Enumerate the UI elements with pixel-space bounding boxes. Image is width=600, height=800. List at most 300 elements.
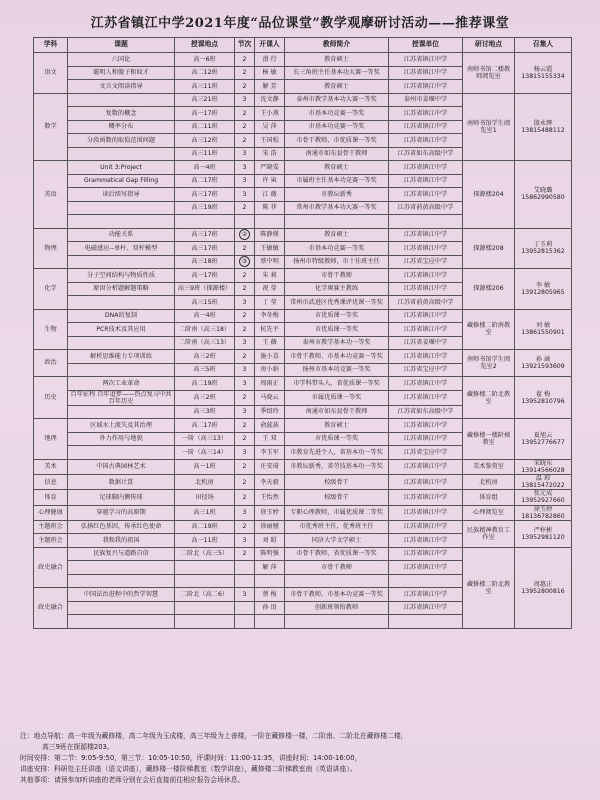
cell-room: 高三17班: [175, 242, 235, 256]
cell-unit: [389, 574, 463, 588]
cell-unit: 江苏省宝应中学: [389, 255, 463, 269]
cell-intro: 市骨干教师、市基本功竞赛一等奖: [285, 350, 389, 364]
table-row: [34, 505, 572, 520]
cell-teacher: 杭先平: [255, 323, 285, 337]
cell-unit: 江苏省镇江中学: [389, 588, 463, 602]
cell-period: 2: [235, 53, 255, 67]
cell-venue: 民族精神教育工作室: [463, 520, 515, 547]
cell-period: 3: [235, 296, 255, 310]
cell-teacher: 李冬梅: [255, 309, 285, 323]
cell-unit: 江苏省镇江中学: [389, 80, 463, 94]
cell-period: [235, 255, 255, 269]
cell-period: 2: [235, 350, 255, 364]
cell-topic: 区域水土流失及其治理: [68, 419, 175, 433]
cell-teacher: 严晓雯: [255, 161, 285, 175]
cell-period: 3: [235, 446, 255, 460]
cell-period: 2: [235, 390, 255, 405]
cell-period: 3: [235, 505, 255, 520]
cell-room: 二阶南（高三13）: [175, 336, 235, 350]
schedule-table: [33, 37, 572, 629]
cell-teacher: 蔡中明: [255, 255, 285, 269]
cell-topic: 功能关系: [68, 228, 175, 242]
cell-topic: 文言文阅读指导: [68, 80, 175, 94]
cell-subject: 政治: [34, 350, 68, 377]
cell-room: 田径场: [175, 490, 235, 505]
cell-room: 高一17班: [175, 107, 235, 121]
cell-unit: 江苏省镇江中学: [389, 282, 463, 296]
cell-teacher: [255, 615, 285, 629]
cell-convener: 刘 敏 13861550901: [515, 309, 572, 350]
cell-room: 二阶北（高二6）: [175, 588, 235, 602]
cell-unit: 江苏省镇江中学: [389, 120, 463, 134]
cell-intro: 常州市教学基本功大赛一等奖: [285, 201, 389, 215]
cell-intro: 常州市武进区优秀课评优课一等奖: [285, 296, 389, 310]
cell-unit: 江苏省镇江中学: [389, 561, 463, 575]
cell-intro: 泰州市教学基本功一等奖: [285, 336, 389, 350]
cell-unit: 江苏省镇江中学: [389, 53, 463, 67]
cell-period: 2: [235, 309, 255, 323]
cell-topic: 百年征程 百年追梦——热点复习中共百年历史: [68, 390, 175, 405]
cell-intro: 校级骨干: [285, 475, 389, 490]
cell-venue: 探源楼208: [463, 228, 515, 269]
cell-room: 高三1班: [175, 505, 235, 520]
cell-period: 2: [235, 282, 255, 296]
cell-subject: 化学: [34, 269, 68, 310]
cell-period: 3: [235, 534, 255, 548]
cell-topic: 分段函数的取值范围问题: [68, 134, 175, 148]
cell-teacher: 王怡然: [255, 490, 285, 505]
cell-topic: 民族复兴与道路自信: [68, 547, 175, 561]
cell-teacher: 周雨正: [255, 377, 285, 391]
cell-period: 2: [235, 323, 255, 337]
cell-topic: [68, 93, 175, 107]
cell-intro: 教育硕士: [285, 80, 389, 94]
cell-topic: [68, 446, 175, 460]
cell-subject: 政史融合: [34, 547, 68, 588]
cell-intro: 市优质课一等奖: [285, 309, 389, 323]
cell-room: 高三21班: [175, 93, 235, 107]
cell-intro: 长三角班主任基本功大赛一等奖: [285, 66, 389, 80]
cell-topic: [68, 255, 175, 269]
cell-period: 2: [235, 475, 255, 490]
cell-teacher: 李玉军: [255, 446, 285, 460]
cell-venue: 美术鉴赏室: [463, 459, 515, 474]
cell-room: 二阶南（高三18）: [175, 323, 235, 337]
header-venue: 研讨地点: [463, 38, 515, 53]
notes-time: 时间安排：第二节：9:05-9:50，第三节：10:05-10:50，评课时间：11:00-11:35，讲座时间：14:00-16:00，: [20, 754, 362, 762]
cell-period: [235, 561, 255, 575]
cell-teacher: 宋 浩: [255, 147, 285, 161]
cell-venue: 藏修楼一楼阶梯教室: [463, 419, 515, 460]
cell-convener: 殷永辉 13815488112: [515, 93, 572, 161]
notes-lecture: 讲座安排：科研处主任讲座（语文讲座），藏修楼一楼阶梯教室（数学讲座），藏修楼二阶梯教室南（英语讲座）。: [20, 765, 357, 773]
cell-intro: 扬州市基本功竞赛一等奖: [285, 363, 389, 377]
cell-topic: 外力作用与地貌: [68, 432, 175, 446]
cell-unit: 江苏省镇江中学: [389, 309, 463, 323]
document-title: 江苏省镇江中学2021年度“品位课堂”教学观摩研讨活动——推荐课堂: [90, 16, 510, 31]
header-convener: 召集人: [515, 38, 572, 53]
cell-period: 3: [235, 147, 255, 161]
cell-intro: 市教坛新秀，省劳技基本功一等奖: [285, 459, 389, 474]
cell-period: 3: [235, 336, 255, 350]
cell-venue: 藏修楼二阶北教室: [463, 377, 515, 419]
cell-intro: 市优质课一等奖: [285, 323, 389, 337]
table-row: [34, 459, 572, 474]
cell-room: [175, 601, 235, 615]
cell-unit: 江苏省如东高级中学: [389, 405, 463, 419]
cell-topic: Grammatical Gap Filling: [68, 174, 175, 188]
schedule-table-body: [34, 53, 572, 629]
cell-room: 高一11班: [175, 534, 235, 548]
cell-teacher: 朱 莉: [255, 269, 285, 283]
cell-topic: [68, 561, 175, 575]
cell-intro: 教育硕士: [285, 161, 389, 175]
cell-period: 3: [235, 93, 255, 107]
cell-teacher: 陈 菲: [255, 201, 285, 215]
cell-topic: 读后续写指导: [68, 188, 175, 202]
cell-unit: 江苏省镇江中学: [389, 475, 463, 490]
cell-subject: 物理: [34, 228, 68, 269]
notes-section: [20, 731, 580, 786]
cell-period: [235, 601, 255, 615]
cell-topic: 足球脚内侧传球: [68, 490, 175, 505]
cell-venue: 心理阅览室: [463, 505, 515, 520]
cell-period: 2: [235, 201, 255, 215]
cell-room: 高三15班: [175, 296, 235, 310]
cell-period: 3: [235, 363, 255, 377]
table-row: [34, 53, 572, 67]
cell-venue: 体育组: [463, 490, 515, 505]
cell-topic: 概率分布: [68, 120, 175, 134]
cell-intro: 市属优质课一等奖: [285, 390, 389, 405]
cell-topic: Unit 3:Project: [68, 161, 175, 175]
cell-convener: 丁玉莉 13952815362: [515, 228, 572, 269]
cell-unit: 江苏省镇江中学: [389, 432, 463, 446]
table-row: [34, 93, 572, 107]
header-intro: 教师简介: [285, 38, 389, 53]
cell-venue: 藏修楼二阶南教室: [463, 309, 515, 350]
cell-topic: 电磁感应--单杆、双杆模型: [68, 242, 175, 256]
cell-period: [235, 228, 255, 242]
cell-subject: 语文: [34, 53, 68, 94]
cell-convener: 孙 涵 13921593609: [515, 350, 572, 377]
cell-intro: 市基本功竞赛一等奖: [285, 107, 389, 121]
cell-convener: 张元成 13952927660: [515, 490, 572, 505]
table-row: [34, 377, 572, 391]
cell-convener: 徐玉婷 18136782860: [515, 505, 572, 520]
table-row: [34, 309, 572, 323]
cell-intro: 市骨干教师、市优质课一等奖: [285, 134, 389, 148]
cell-subject: 主题班会: [34, 534, 68, 548]
cell-period: 3: [235, 161, 255, 175]
cell-room: [175, 615, 235, 629]
cell-teacher: 杨 敏: [255, 66, 285, 80]
cell-room: 高三18班: [175, 255, 235, 269]
cell-unit: 江苏省镇江中学: [389, 490, 463, 505]
cell-intro: 创新班领衔教师: [285, 601, 389, 615]
cell-room: 高一4班: [175, 309, 235, 323]
cell-topic: [68, 147, 175, 161]
cell-intro: 市教育先进个人，省基本功一等奖: [285, 446, 389, 460]
cell-intro: 校级骨干: [285, 490, 389, 505]
cell-convener: 李 敏 13912805965: [515, 269, 572, 310]
cell-topic: [68, 405, 175, 419]
cell-unit: 江苏省如东高级中学: [389, 147, 463, 161]
cell-room: 高三11班: [175, 80, 235, 94]
cell-unit: 江苏省镇江中学: [389, 505, 463, 520]
table-row: [34, 520, 572, 534]
cell-intro: 泰州市教学基本功大赛一等奖: [285, 93, 389, 107]
cell-teacher: 解 芳: [255, 80, 285, 94]
cell-intro: 教育硕士: [285, 228, 389, 242]
cell-teacher: 李天毅: [255, 475, 285, 490]
notes-location: 注：地点导航：高一年级为藏修楼，高二年级为玉成楼，高三年级为上善楼，一阶在藏修楼一楼，二阶南、二阶北在藏修楼二楼，: [20, 732, 408, 740]
cell-period: 2: [235, 490, 255, 505]
cell-period: [235, 574, 255, 588]
cell-period: 2: [235, 520, 255, 534]
cell-unit: 泰州市姜堰中学: [389, 93, 463, 107]
cell-period: 2: [235, 459, 255, 474]
cell-topic: 两次工业革命: [68, 377, 175, 391]
cell-teacher: 丁 莹: [255, 296, 285, 310]
cell-unit: 江苏省宝应中学: [389, 363, 463, 377]
cell-intro: 教育硕士: [285, 53, 389, 67]
cell-intro: 市优质课一等奖: [285, 432, 389, 446]
cell-unit: 江苏省镇江中学: [389, 242, 463, 256]
cell-period: 2: [235, 242, 255, 256]
cell-unit: 江苏省镇江中学: [389, 188, 463, 202]
cell-subject: 历史: [34, 377, 68, 419]
cell-topic: 六国论: [68, 53, 175, 67]
cell-subject: 地理: [34, 419, 68, 460]
cell-room: 高三17班: [175, 188, 235, 202]
cell-room: 高一6班: [175, 53, 235, 67]
cell-room: 高一4班: [175, 161, 235, 175]
cell-unit: 江苏省镇江中学: [389, 269, 463, 283]
cell-teacher: 王敏敏: [255, 242, 285, 256]
cell-room: 高三11班: [175, 147, 235, 161]
circled-period-mark: ②: [239, 229, 250, 240]
cell-topic: 解析思维能力专项训练: [68, 350, 175, 364]
cell-period: 3: [235, 377, 255, 391]
cell-period: 3: [235, 174, 255, 188]
cell-topic: 我和我的祖国: [68, 534, 175, 548]
cell-intro: [285, 574, 389, 588]
table-row: [34, 547, 572, 561]
cell-unit: 江苏省镇江中学: [389, 107, 463, 121]
cell-teacher: 马晓云: [255, 390, 285, 405]
cell-intro: 市骨干教师: [285, 269, 389, 283]
table-row: [34, 419, 572, 433]
header-period: 节次: [235, 38, 255, 53]
cell-room: 高二11班: [175, 120, 235, 134]
cell-convener: 宋晓东 13914566028: [515, 459, 572, 474]
cell-convener: 周惠正 13952800816: [515, 547, 572, 628]
cell-room: [175, 561, 235, 575]
cell-period: 2: [235, 134, 255, 148]
cell-teacher: 祝 莹: [255, 282, 285, 296]
cell-period: [235, 615, 255, 629]
cell-subject: 信息: [34, 475, 68, 490]
cell-topic: [68, 615, 175, 629]
cell-teacher: [255, 215, 285, 229]
cell-period: [235, 215, 255, 229]
cell-room: 高三5班: [175, 363, 235, 377]
cell-intro: 市基本功竞赛一等奖: [285, 120, 389, 134]
cell-teacher: 徐玉婷: [255, 505, 285, 520]
cell-period: 2: [235, 66, 255, 80]
cell-subject: 生物: [34, 309, 68, 350]
table-row: [34, 475, 572, 490]
cell-intro: 市基本功竞赛一等奖: [285, 242, 389, 256]
cell-teacher: [255, 574, 285, 588]
cell-teacher: 庄安琦: [255, 459, 285, 474]
cell-room: 高一17班: [175, 269, 235, 283]
cell-period: 2: [235, 269, 255, 283]
table-row: [34, 350, 572, 364]
cell-topic: [68, 215, 175, 229]
cell-topic: 穿越学习的高原期: [68, 505, 175, 520]
cell-unit: 江苏省镇江中学: [389, 350, 463, 364]
cell-teacher: 陈静煐: [255, 228, 285, 242]
cell-intro: 南通市如东县骨干教师: [285, 405, 389, 419]
table-row: [34, 269, 572, 283]
cell-topic: [68, 601, 175, 615]
cell-period: 3: [235, 405, 255, 419]
cell-convener: 温 琼 13815472022: [515, 475, 572, 490]
cell-topic: [68, 574, 175, 588]
cell-venue: 南师书馆学生阅览室1: [463, 93, 515, 161]
cell-teacher: 陈明强: [255, 547, 285, 561]
cell-room: [175, 574, 235, 588]
cell-period: 3: [235, 588, 255, 602]
cell-convener: 杨云霞 13815155334: [515, 53, 572, 94]
cell-teacher: 徐丽娅: [255, 520, 285, 534]
header-teacher: 开课人: [255, 38, 285, 53]
cell-intro: 市骨干教师: [285, 561, 389, 575]
cell-topic: 聪明人和傻子和奴才: [68, 66, 175, 80]
cell-intro: 南通市如东县骨干教师: [285, 147, 389, 161]
cell-unit: 江苏省镇江中学: [389, 419, 463, 433]
cell-unit: 江苏省宝应中学: [389, 446, 463, 460]
header-room: 授课地点: [175, 38, 235, 53]
cell-topic: PCR技术及其应用: [68, 323, 175, 337]
table-row: [34, 161, 572, 175]
cell-room: 北机房: [175, 475, 235, 490]
notes-other: 其他事项：请预参加听讲座的老师分别在会后直接前往相应报告会场休息。: [20, 776, 245, 784]
cell-unit: 江苏省镇江中学: [389, 390, 463, 405]
cell-unit: 江苏省镇江中学: [389, 174, 463, 188]
cell-room: 高二17班: [175, 174, 235, 188]
cell-intro: 化学奥赛主教练: [285, 282, 389, 296]
cell-room: 高三12班: [175, 134, 235, 148]
cell-teacher: 蔡 梅: [255, 588, 285, 602]
cell-teacher: 王小燕: [255, 107, 285, 121]
cell-intro: 教育硕士: [285, 419, 389, 433]
cell-unit: 江苏省镇江中学: [389, 228, 463, 242]
notes-location-continued: 高三9班在探源楼203。: [42, 743, 114, 751]
cell-teacher: 许 寅: [255, 174, 285, 188]
cell-room: 高二19班: [175, 377, 235, 391]
cell-venue: 探源楼206: [463, 269, 515, 310]
cell-teacher: 解 萍: [255, 561, 285, 575]
cell-room: 高二12班: [175, 66, 235, 80]
cell-unit: [389, 615, 463, 629]
cell-room: 高三2班: [175, 390, 235, 405]
cell-intro: [285, 615, 389, 629]
cell-teacher: 施小喜: [255, 350, 285, 364]
cell-subject: 体育: [34, 490, 68, 505]
cell-room: 高三2班: [175, 350, 235, 364]
cell-convener: 艾晓璐 15862990580: [515, 161, 572, 229]
cell-unit: 江苏省镇江中学: [389, 323, 463, 337]
cell-intro: 市优秀班主任，优秀班主任: [285, 520, 389, 534]
cell-subject: 数学: [34, 93, 68, 161]
header-subject: 学科: [34, 38, 68, 53]
cell-room: [175, 215, 235, 229]
cell-venue: 北机房: [463, 475, 515, 490]
cell-unit: 江苏省镇江中学: [389, 134, 463, 148]
cell-teacher: 俞蕊荻: [255, 419, 285, 433]
cell-room: 一阶（高三14）: [175, 446, 235, 460]
cell-topic: 原因分析题解题策略: [68, 282, 175, 296]
header-unit: 授课单位: [389, 38, 463, 53]
cell-topic: [68, 363, 175, 377]
cell-subject: 英语: [34, 161, 68, 229]
cell-teacher: 孙 语: [255, 601, 285, 615]
cell-unit: 江苏省姜堰中学: [389, 336, 463, 350]
cell-unit: 江苏省镇江中学: [389, 520, 463, 534]
cell-subject: 政史融合: [34, 588, 68, 629]
cell-teacher: 沈文静: [255, 93, 285, 107]
cell-room: 高三17班: [175, 228, 235, 242]
cell-period: 3: [235, 188, 255, 202]
cell-room: 高二17班: [175, 419, 235, 433]
cell-unit: 江苏省前黄高级中学: [389, 296, 463, 310]
cell-venue: 藏修楼二阶北教室: [463, 547, 515, 628]
cell-convener: 翟 梅 13952810796: [515, 377, 572, 419]
cell-topic: 中国古典园林艺术: [68, 459, 175, 474]
cell-topic: 弘扬红色基因，传承红色使命: [68, 520, 175, 534]
cell-teacher: 吴 萍: [255, 120, 285, 134]
cell-period: 2: [235, 107, 255, 121]
cell-period: 2: [235, 80, 255, 94]
cell-teacher: 江 薇: [255, 188, 285, 202]
cell-topic: 分子空间结构与物质性质: [68, 269, 175, 283]
cell-period: 2: [235, 547, 255, 561]
cell-unit: 江苏省镇江中学: [389, 547, 463, 561]
header-topic: 课题: [68, 38, 175, 53]
cell-subject: 心理健康: [34, 505, 68, 520]
cell-subject: 美术: [34, 459, 68, 474]
cell-unit: 江苏省镇江中学: [389, 601, 463, 615]
cell-topic: [68, 336, 175, 350]
cell-teacher: 房小娟: [255, 363, 285, 377]
cell-topic: 数据计算: [68, 475, 175, 490]
cell-room: 高一1班: [175, 459, 235, 474]
cell-intro: 市骨干教师、市基本功竞赛一等奖: [285, 588, 389, 602]
cell-intro: 市学科带头人，省优质课一等奖: [285, 377, 389, 391]
cell-convener: 夏旭云 13952776677: [515, 419, 572, 460]
cell-unit: [389, 215, 463, 229]
cell-teacher: 刘 昭: [255, 534, 285, 548]
cell-topic: 复数的概念: [68, 107, 175, 121]
cell-room: 高三19班: [175, 201, 235, 215]
cell-unit: 江苏省镇江中学: [389, 377, 463, 391]
cell-intro: 专职心理教师，市属优质课二等奖: [285, 505, 389, 520]
cell-venue: 南师书馆二楼教师阅览室: [463, 53, 515, 94]
cell-teacher: 王 双: [255, 432, 285, 446]
